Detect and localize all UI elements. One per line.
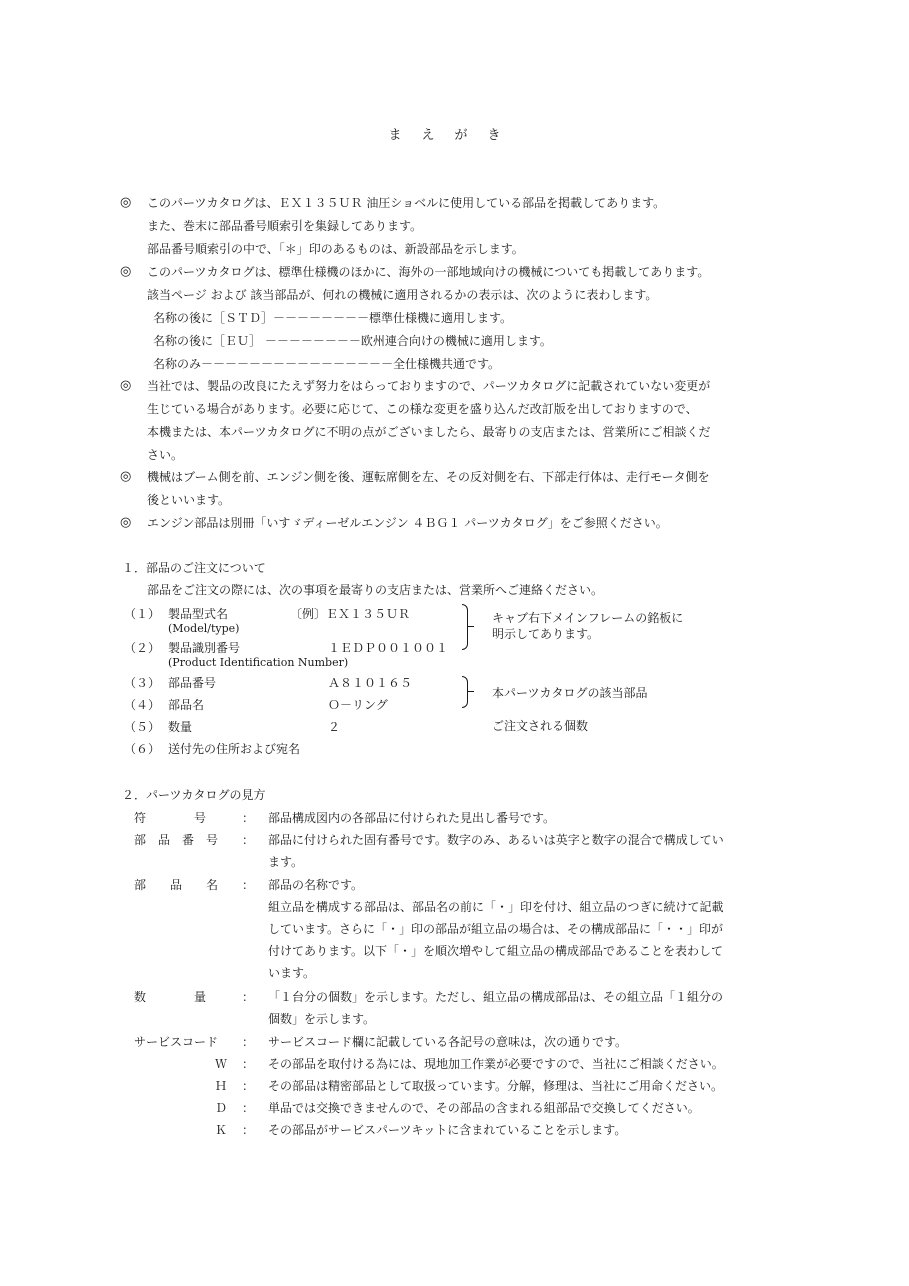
service-code-letter: Ｈ (215, 1079, 228, 1093)
preface-1-line-1: このパーツカタログは、ＥＸ１３５ＵＲ 油圧ショベルに使用している部品を掲載してあります。 (147, 196, 666, 210)
preface-3-line-2: 生じている場合があります。必要に応じて、この様な変更を盛り込んだ改訂版を出しておりますので、 (147, 402, 698, 416)
term-desc-line: 部品構成図内の各部品に付けられた見出し番号です。 (268, 811, 556, 825)
term-desc-line: サービスコード欄に記載している各記号の意味は，次の通りです。 (268, 1035, 628, 1049)
note-nameplate-line-1: キャブ右下メインフレームの銘板に (492, 611, 684, 625)
term-colon: ： (242, 1123, 255, 1137)
preface-2-sub-3: 名称のみ－－－－－－－－－－－－－－－－全仕様機共通です。 (153, 357, 501, 371)
preface-2-line-1: このパーツカタログは、標準仕様機のほかに、海外の一部地域向けの機械についても掲載してあります。 (147, 265, 710, 279)
term-label: 数 量 (134, 990, 207, 1004)
preface-3-line-1: 当社では、製品の改良にたえず努力をはらっておりますので、パーツカタログに記載されていない変更が (147, 379, 711, 393)
term-colon: ： (242, 811, 255, 825)
bullet-icon: ◎ (120, 378, 132, 393)
section-1-intro: 部品をご注文の際には、次の事項を最寄りの支店または、営業所へご連絡ください。 (147, 583, 604, 597)
item-label: 数量 (168, 720, 193, 734)
term-colon: ： (242, 1057, 255, 1071)
preface-5-line-1: エンジン部品は別冊「いすゞディーゼルエンジン ４ＢＧ１ パーツカタログ」をご参照ください。 (147, 516, 668, 530)
service-code-letter: Ｗ (215, 1057, 228, 1071)
item-label: 製品識別番号 (168, 641, 241, 655)
term-desc-line: しています。さらに「・」印の部品が組立品の場合は、その構成部品に「・・」印が (268, 922, 724, 936)
term-colon: ： (242, 833, 255, 847)
preface-4-line-2: 後といいます。 (147, 493, 231, 507)
term-desc-line: 部品の名称です。 (268, 878, 364, 892)
service-code-letter: Ｋ (215, 1123, 228, 1137)
item-label: 部品名 (168, 698, 205, 712)
bullet-icon: ◎ (120, 264, 132, 279)
note-quantity: ご注文される個数 (492, 719, 589, 733)
term-label: 符 号 (134, 811, 207, 825)
term-desc-line: ます。 (268, 855, 304, 869)
service-code-desc: その部品がサービスパーツキットに含まれていることを示します。 (268, 1123, 627, 1137)
section-2-heading: ２．パーツカタログの見方 (122, 788, 266, 802)
item-number: （２） (124, 641, 161, 655)
term-colon: ： (242, 878, 255, 892)
brace-upper (462, 604, 468, 650)
preface-2-sub-2: 名称の後に［ＥＵ］ －－－－－－－－欧州連合向けの機械に適用します。 (153, 334, 552, 348)
item-value: １ＥＤＰ００１００１ (328, 641, 449, 655)
item-value: ２ (328, 720, 341, 734)
bullet-icon: ◎ (120, 195, 132, 210)
brace-lower (462, 676, 468, 708)
item-sublabel: (Model/type) (168, 622, 240, 635)
term-desc-line: 個数」を示します。 (268, 1012, 376, 1026)
preface-2-sub-1: 名称の後に［ＳＴＤ］－－－－－－－－標準仕様機に適用します。 (153, 311, 513, 325)
preface-2-line-2: 該当ページ および 該当部品が、何れの機械に適用されるかの表示は、次のように表わします。 (147, 288, 658, 302)
item-value: Ａ８１０１６５ (328, 676, 413, 690)
item-label: 送付先の住所および宛名 (168, 742, 301, 756)
note-nameplate-line-2: 明示してあります。 (492, 627, 600, 641)
service-code-desc: 単品では交換できませんので、その部品の含まれる組部品で交換してください。 (268, 1101, 700, 1115)
term-desc-line: 部品に付けられた固有番号です。数字のみ、あるいは英字と数字の混合で構成してい (268, 833, 724, 847)
preface-4-line-1: 機械はブーム側を前、エンジン側を後、運転席側を左、その反対側を右、下部走行体は、走行モータ側を (147, 470, 710, 484)
item-value: 〔例〕ＥＸ１３５ＵＲ (290, 607, 411, 621)
note-catalog-part: 本パーツカタログの該当部品 (492, 686, 648, 700)
preface-1-line-2: また、巻末に部品番号順索引を集録してあります。 (147, 219, 423, 233)
term-colon: ： (242, 1079, 255, 1093)
section-1-heading: １．部品のご注文について (122, 561, 266, 575)
term-label: 部 品 番 号 (134, 833, 219, 847)
service-code-desc: その部品を取付ける為には、現地加工作業が必要ですので、当社にご相談ください。 (268, 1057, 724, 1071)
item-number: （４） (124, 698, 161, 712)
item-number: （１） (124, 607, 161, 621)
item-number: （５） (124, 720, 161, 734)
term-desc-line: 「１台分の個数」を示します。ただし、組立品の構成部品は、その組立品「１組分の (268, 990, 724, 1004)
preface-3-line-4: さい。 (147, 448, 184, 462)
brace-upper-tip (468, 626, 474, 627)
service-code-letter: Ｄ (215, 1101, 228, 1115)
term-desc-line: います。 (268, 966, 316, 980)
item-label: 部品番号 (168, 676, 217, 690)
term-colon: ： (242, 990, 255, 1004)
brace-lower-tip (468, 691, 474, 692)
term-colon: ： (242, 1035, 255, 1049)
item-sublabel: (Product Identification Number) (168, 656, 349, 669)
item-value: Ｏ－リング (328, 698, 388, 712)
term-label: 部 品 名 (134, 878, 219, 892)
service-code-desc: その部品は精密部品として取扱っています。分解，修理は、当社にご用命ください。 (268, 1079, 724, 1093)
preface-3-line-3: 本機または、本パーツカタログに不明の点がございましたら、最寄りの支店または、営業所にご相談くだ (147, 425, 711, 439)
item-number: （６） (124, 742, 161, 756)
preface-1-line-3: 部品番号順索引の中で、「＊」印のあるものは、新設部品を示します。 (147, 242, 524, 256)
term-desc-line: 組立品を構成する部品は、部品名の前に「・」印を付け、組立品のつぎに続けて記載 (268, 900, 724, 914)
term-colon: ： (242, 1101, 255, 1115)
page-title: まえがき (388, 128, 521, 143)
term-desc-line: 付けてあります。以下「・」を順次増やして組立品の構成部品であることを表わして (268, 944, 724, 958)
term-label: サービスコード (134, 1035, 219, 1049)
bullet-icon: ◎ (120, 469, 132, 484)
bullet-icon: ◎ (120, 515, 132, 530)
item-number: （３） (124, 676, 161, 690)
item-label: 製品型式名 (168, 607, 229, 621)
